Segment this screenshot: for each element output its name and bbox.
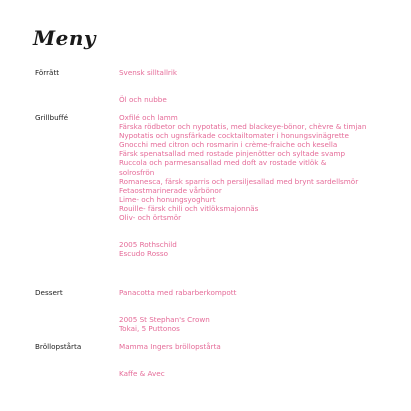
menu-item: Rouille- färsk chili och vitlöksmajonnäs	[119, 203, 259, 213]
section-items	[119, 113, 399, 259]
menu-item: Fetaostmarinerade vårbönor	[119, 185, 222, 195]
menu-item: Gnocchi med citron och rosmarin i crème-fraiche och kesella	[119, 140, 338, 150]
menu-item: Svensk silltallrik	[119, 68, 178, 77]
menu-item: Färsk spenatsallad med rostade pinjenötter och syltade svamp	[119, 149, 346, 159]
menu-item: Escudo Rosso	[119, 249, 168, 259]
section-items	[119, 288, 399, 333]
menu-item: Mamma Ingers bröllopstårta	[119, 342, 221, 351]
menu-item: Oliv- och örtsmör	[119, 213, 182, 223]
section-label: Bröllopstårta	[35, 342, 82, 351]
menu-item: Kaffe & Avec	[119, 369, 165, 379]
spacer	[119, 222, 399, 240]
section-items	[119, 68, 399, 104]
menu-item: 2005 St Stephan's Crown	[119, 315, 210, 325]
menu-item: Ruccola och parmesansallad med doft av rostade vitlök &	[119, 158, 327, 168]
menu-item: Nypotatis och ugnsfärkade cocktailtomater i honungsvinägrette	[119, 131, 349, 141]
menu-item: solrosfrön	[119, 167, 155, 177]
spacer	[119, 77, 399, 95]
section-label: Grillbuffé	[35, 113, 69, 122]
menu-item: Romanesca, färsk sparris och persiljesallad med brynt sardellsmör	[119, 176, 359, 186]
menu-item: Öl och nubbe	[119, 95, 167, 105]
menu-item: 2005 Rothschild	[119, 240, 177, 250]
menu-item: Färska rödbetor och nypotatis, med blackeye-bönor, chèvre & timjan	[119, 122, 367, 132]
section-label: Förrätt	[35, 68, 60, 77]
spacer	[119, 297, 399, 315]
menu-title: Meny	[33, 26, 97, 50]
menu-item: Tokai, 5 Puttonos	[119, 324, 180, 334]
menu-item: Panacotta med rabarberkompott	[119, 288, 237, 297]
spacer	[119, 351, 399, 369]
section-label: Dessert	[35, 288, 63, 297]
menu-item: Oxfilé och lamm	[119, 113, 178, 122]
menu-item: Lime- och honungsyoghurt	[119, 194, 216, 204]
section-items	[119, 342, 399, 378]
